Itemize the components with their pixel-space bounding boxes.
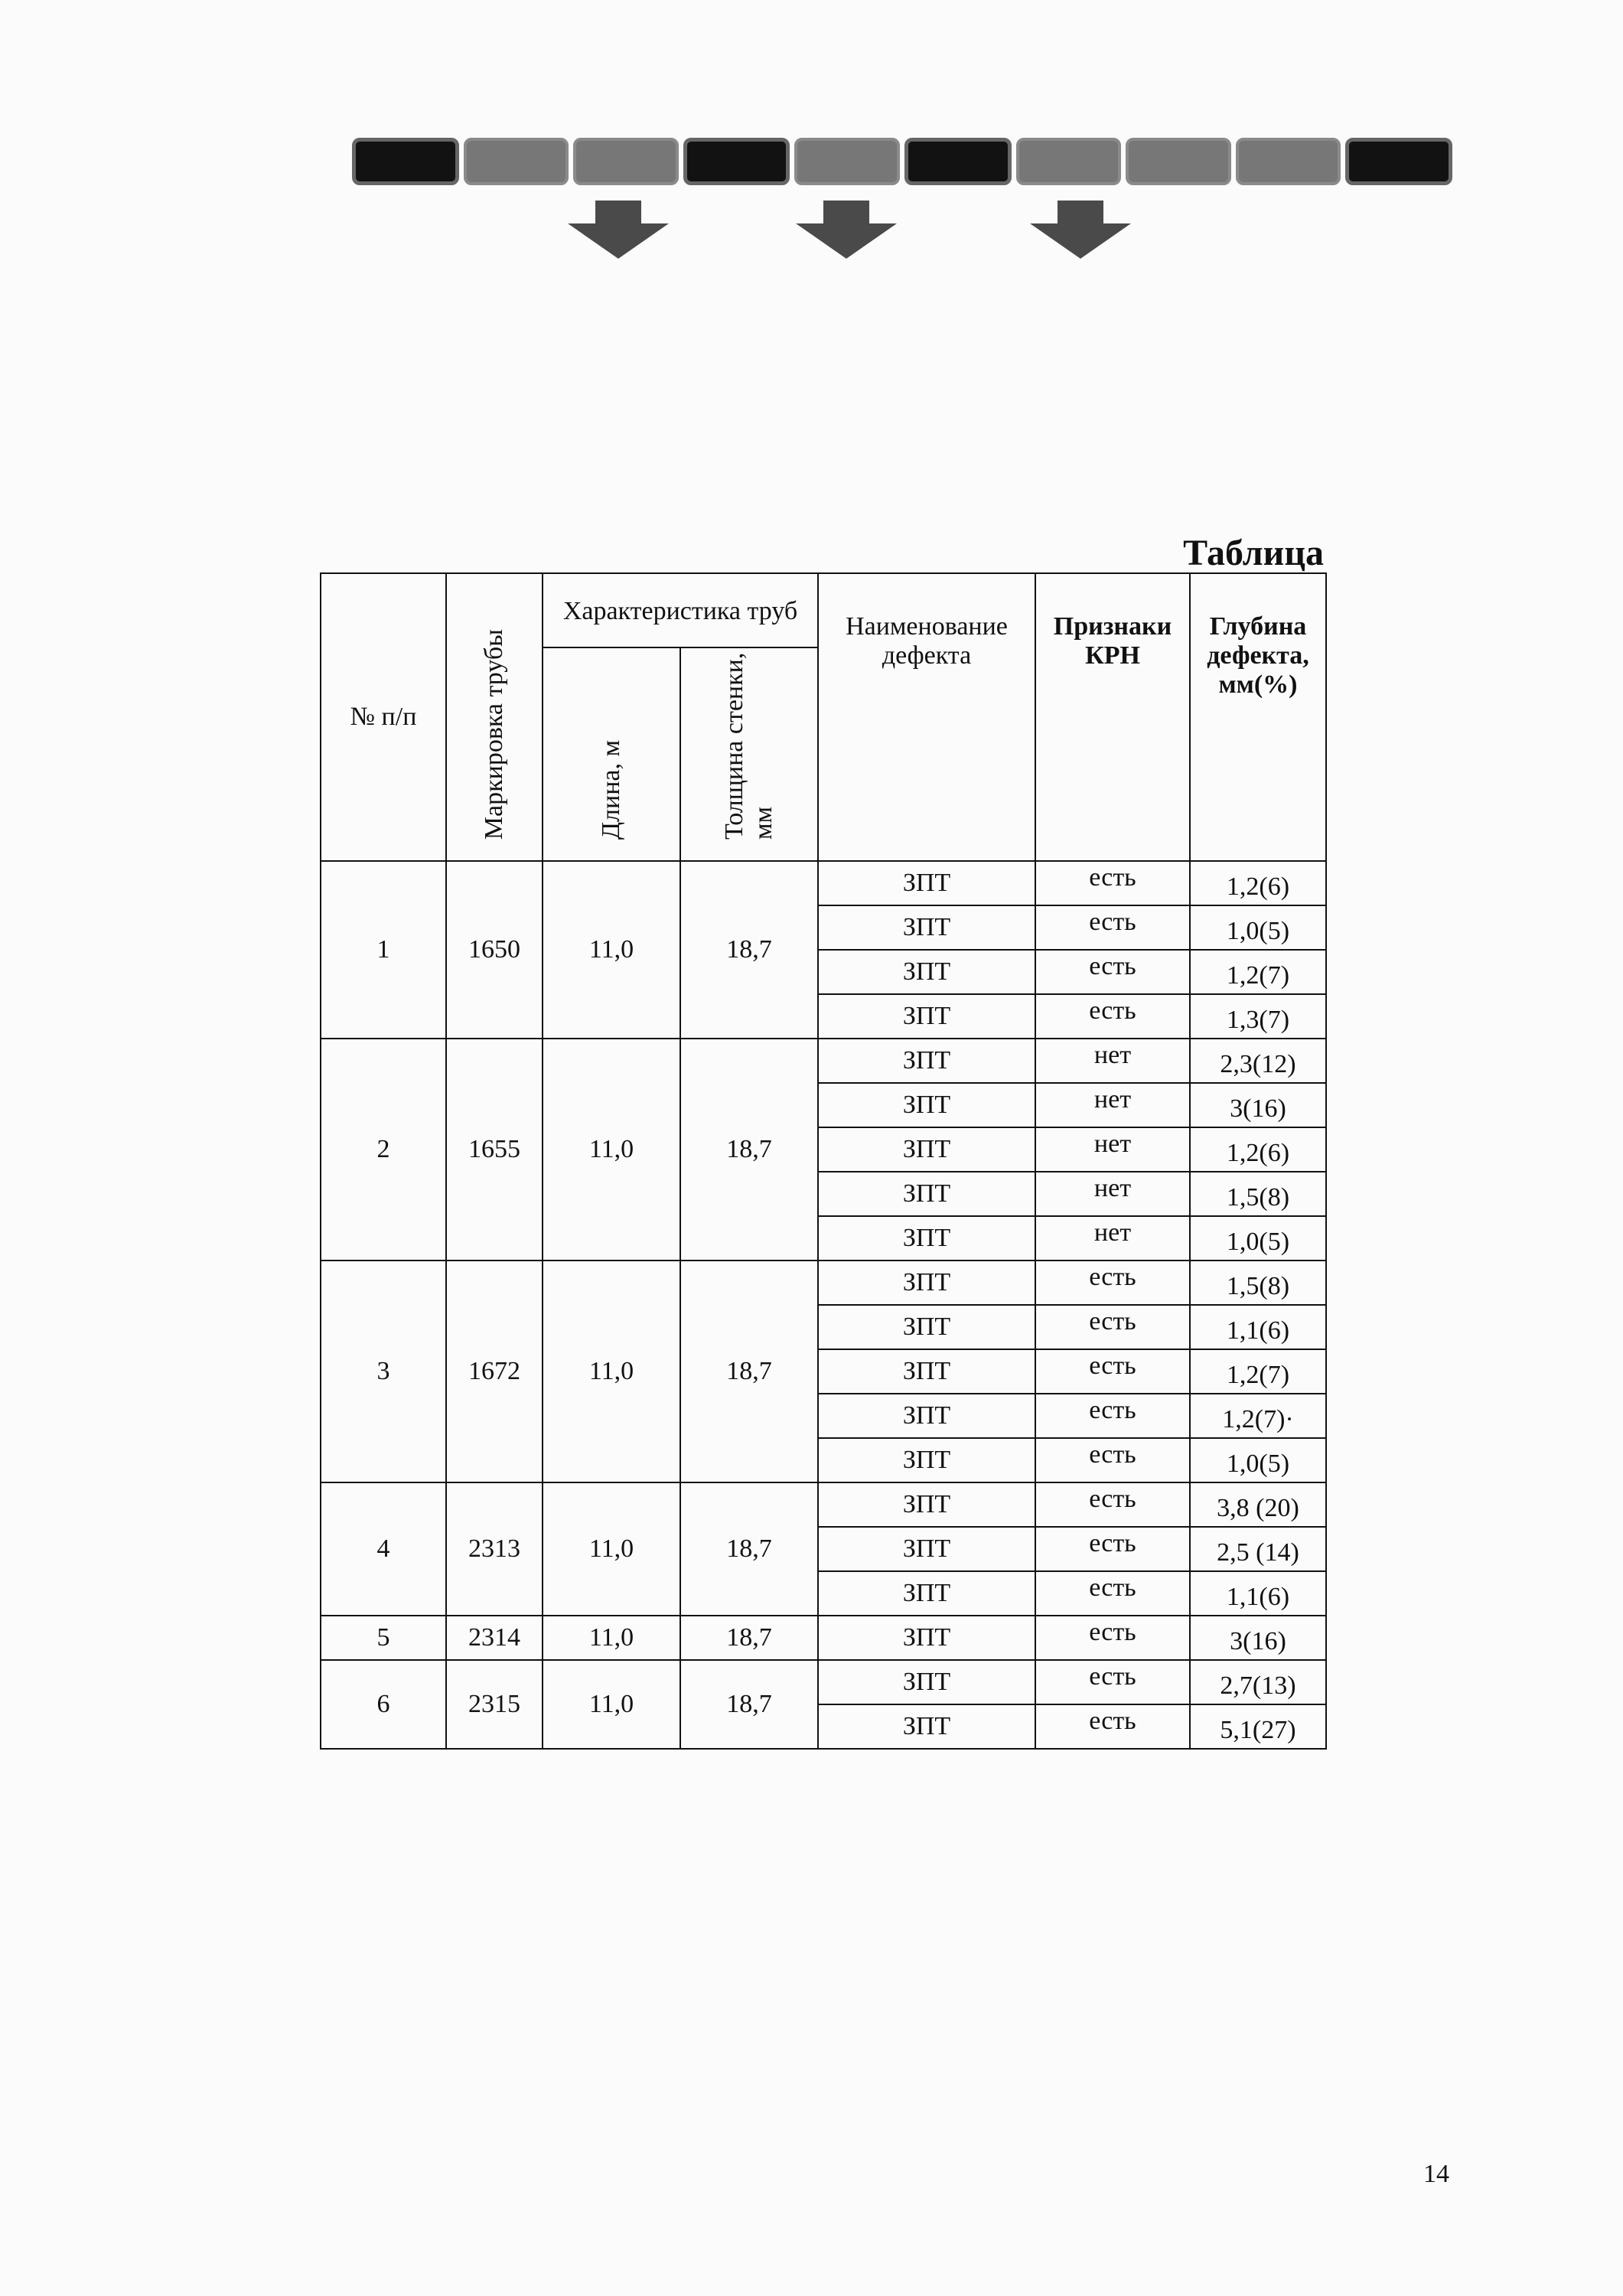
cell-marking: 1672: [446, 1261, 543, 1482]
cell-num: 6: [321, 1660, 446, 1749]
page-number: 14: [1423, 2160, 1449, 2188]
cell-krn: нет: [1035, 1216, 1190, 1261]
cell-length: 11,0: [543, 1261, 680, 1482]
cell-depth: 1,0(5): [1190, 905, 1326, 950]
cell-depth: 1,2(6): [1190, 1127, 1326, 1172]
cell-krn: нет: [1035, 1039, 1190, 1083]
down-arrow-icon: [568, 201, 669, 259]
table-row: [321, 1660, 1326, 1704]
cell-depth: 1,5(8): [1190, 1261, 1326, 1305]
pipe-segment: [1016, 138, 1122, 185]
table-row: [321, 861, 1326, 905]
defects-table: [320, 572, 1327, 1750]
cell-defect-name: ЗПТ: [818, 1216, 1035, 1261]
pipe-segment: [1236, 138, 1341, 185]
cell-krn: есть: [1035, 1527, 1190, 1571]
cell-defect-name: ЗПТ: [818, 1083, 1035, 1127]
cell-defect-name: ЗПТ: [818, 1571, 1035, 1616]
table-row: [321, 1616, 1326, 1660]
table-caption: Таблица: [1183, 533, 1324, 573]
pipe-segment: [352, 138, 459, 185]
table-row: [321, 1261, 1326, 1305]
cell-krn: нет: [1035, 1083, 1190, 1127]
cell-defect-name: ЗПТ: [818, 1261, 1035, 1305]
table-row: [321, 1039, 1326, 1083]
cell-length: 11,0: [543, 1482, 680, 1616]
cell-defect-name: ЗПТ: [818, 1394, 1035, 1438]
cell-krn: есть: [1035, 1704, 1190, 1749]
cell-depth: 3(16): [1190, 1083, 1326, 1127]
cell-krn: есть: [1035, 1660, 1190, 1704]
header-length: Длина, м: [543, 647, 680, 861]
header-defect-name: Наименование дефекта: [818, 573, 1035, 861]
cell-defect-name: ЗПТ: [818, 1305, 1035, 1349]
down-arrow-icon: [1030, 201, 1131, 259]
pipe-diagram: [352, 138, 1452, 185]
cell-krn: есть: [1035, 994, 1190, 1039]
cell-thickness: 18,7: [680, 1482, 818, 1616]
header-krn: Признаки КРН: [1035, 573, 1190, 861]
cell-depth: 1,2(6): [1190, 861, 1326, 905]
header-thickness: Толщина стенки, мм: [680, 647, 818, 861]
cell-krn: есть: [1035, 1616, 1190, 1660]
cell-krn: есть: [1035, 905, 1190, 950]
cell-depth: 1,2(7): [1190, 950, 1326, 994]
cell-depth: 2,3(12): [1190, 1039, 1326, 1083]
cell-marking: 2315: [446, 1660, 543, 1749]
cell-thickness: 18,7: [680, 1660, 818, 1749]
cell-length: 11,0: [543, 1616, 680, 1660]
pipe-segment: [904, 138, 1012, 185]
cell-defect-name: ЗПТ: [818, 1527, 1035, 1571]
cell-marking: 2314: [446, 1616, 543, 1660]
cell-defect-name: ЗПТ: [818, 1039, 1035, 1083]
cell-depth: 1,0(5): [1190, 1216, 1326, 1261]
pipe-segment: [464, 138, 569, 185]
cell-length: 11,0: [543, 861, 680, 1039]
cell-krn: есть: [1035, 1261, 1190, 1305]
cell-defect-name: ЗПТ: [818, 1349, 1035, 1394]
pipe-segment: [683, 138, 790, 185]
cell-defect-name: ЗПТ: [818, 1172, 1035, 1216]
cell-num: 4: [321, 1482, 446, 1616]
cell-depth: 1,1(6): [1190, 1305, 1326, 1349]
cell-krn: есть: [1035, 1571, 1190, 1616]
cell-thickness: 18,7: [680, 1616, 818, 1660]
header-characteristics: Характеристика труб: [543, 573, 818, 647]
cell-krn: нет: [1035, 1172, 1190, 1216]
cell-num: 2: [321, 1039, 446, 1261]
cell-depth: 1,5(8): [1190, 1172, 1326, 1216]
cell-defect-name: ЗПТ: [818, 1616, 1035, 1660]
cell-depth: 1,2(7): [1190, 1349, 1326, 1394]
cell-depth: 3,8 (20): [1190, 1482, 1326, 1527]
cell-defect-name: ЗПТ: [818, 1660, 1035, 1704]
cell-krn: нет: [1035, 1127, 1190, 1172]
cell-defect-name: ЗПТ: [818, 905, 1035, 950]
cell-marking: 2313: [446, 1482, 543, 1616]
cell-thickness: 18,7: [680, 1261, 818, 1482]
header-marking: Маркировка трубы: [446, 573, 543, 861]
cell-depth: 1,1(6): [1190, 1571, 1326, 1616]
cell-depth: 2,5 (14): [1190, 1527, 1326, 1571]
cell-length: 11,0: [543, 1660, 680, 1749]
cell-krn: есть: [1035, 1349, 1190, 1394]
cell-depth: 3(16): [1190, 1616, 1326, 1660]
down-arrow-icon: [796, 201, 897, 259]
pipe-segment: [573, 138, 679, 185]
cell-length: 11,0: [543, 1039, 680, 1261]
cell-num: 1: [321, 861, 446, 1039]
cell-krn: есть: [1035, 861, 1190, 905]
pipe-segment: [794, 138, 900, 185]
cell-krn: есть: [1035, 1305, 1190, 1349]
cell-num: 3: [321, 1261, 446, 1482]
cell-depth: 2,7(13): [1190, 1660, 1326, 1704]
cell-defect-name: ЗПТ: [818, 1482, 1035, 1527]
cell-num: 5: [321, 1616, 446, 1660]
header-num: № п/п: [321, 573, 446, 861]
cell-krn: есть: [1035, 950, 1190, 994]
cell-depth: 5,1(27): [1190, 1704, 1326, 1749]
cell-defect-name: ЗПТ: [818, 1704, 1035, 1749]
cell-thickness: 18,7: [680, 1039, 818, 1261]
cell-defect-name: ЗПТ: [818, 1127, 1035, 1172]
cell-depth: 1,2(7)·: [1190, 1394, 1326, 1438]
pipe-segment: [1126, 138, 1231, 185]
cell-defect-name: ЗПТ: [818, 861, 1035, 905]
pipe-segment: [1345, 138, 1452, 185]
cell-depth: 1,3(7): [1190, 994, 1326, 1039]
cell-defect-name: ЗПТ: [818, 994, 1035, 1039]
cell-thickness: 18,7: [680, 861, 818, 1039]
cell-marking: 1650: [446, 861, 543, 1039]
cell-depth: 1,0(5): [1190, 1438, 1326, 1482]
cell-marking: 1655: [446, 1039, 543, 1261]
cell-krn: есть: [1035, 1394, 1190, 1438]
cell-krn: есть: [1035, 1438, 1190, 1482]
cell-defect-name: ЗПТ: [818, 1438, 1035, 1482]
cell-krn: есть: [1035, 1482, 1190, 1527]
cell-defect-name: ЗПТ: [818, 950, 1035, 994]
header-depth: Глубина дефекта, мм(%): [1190, 573, 1326, 861]
table-row: [321, 1482, 1326, 1527]
